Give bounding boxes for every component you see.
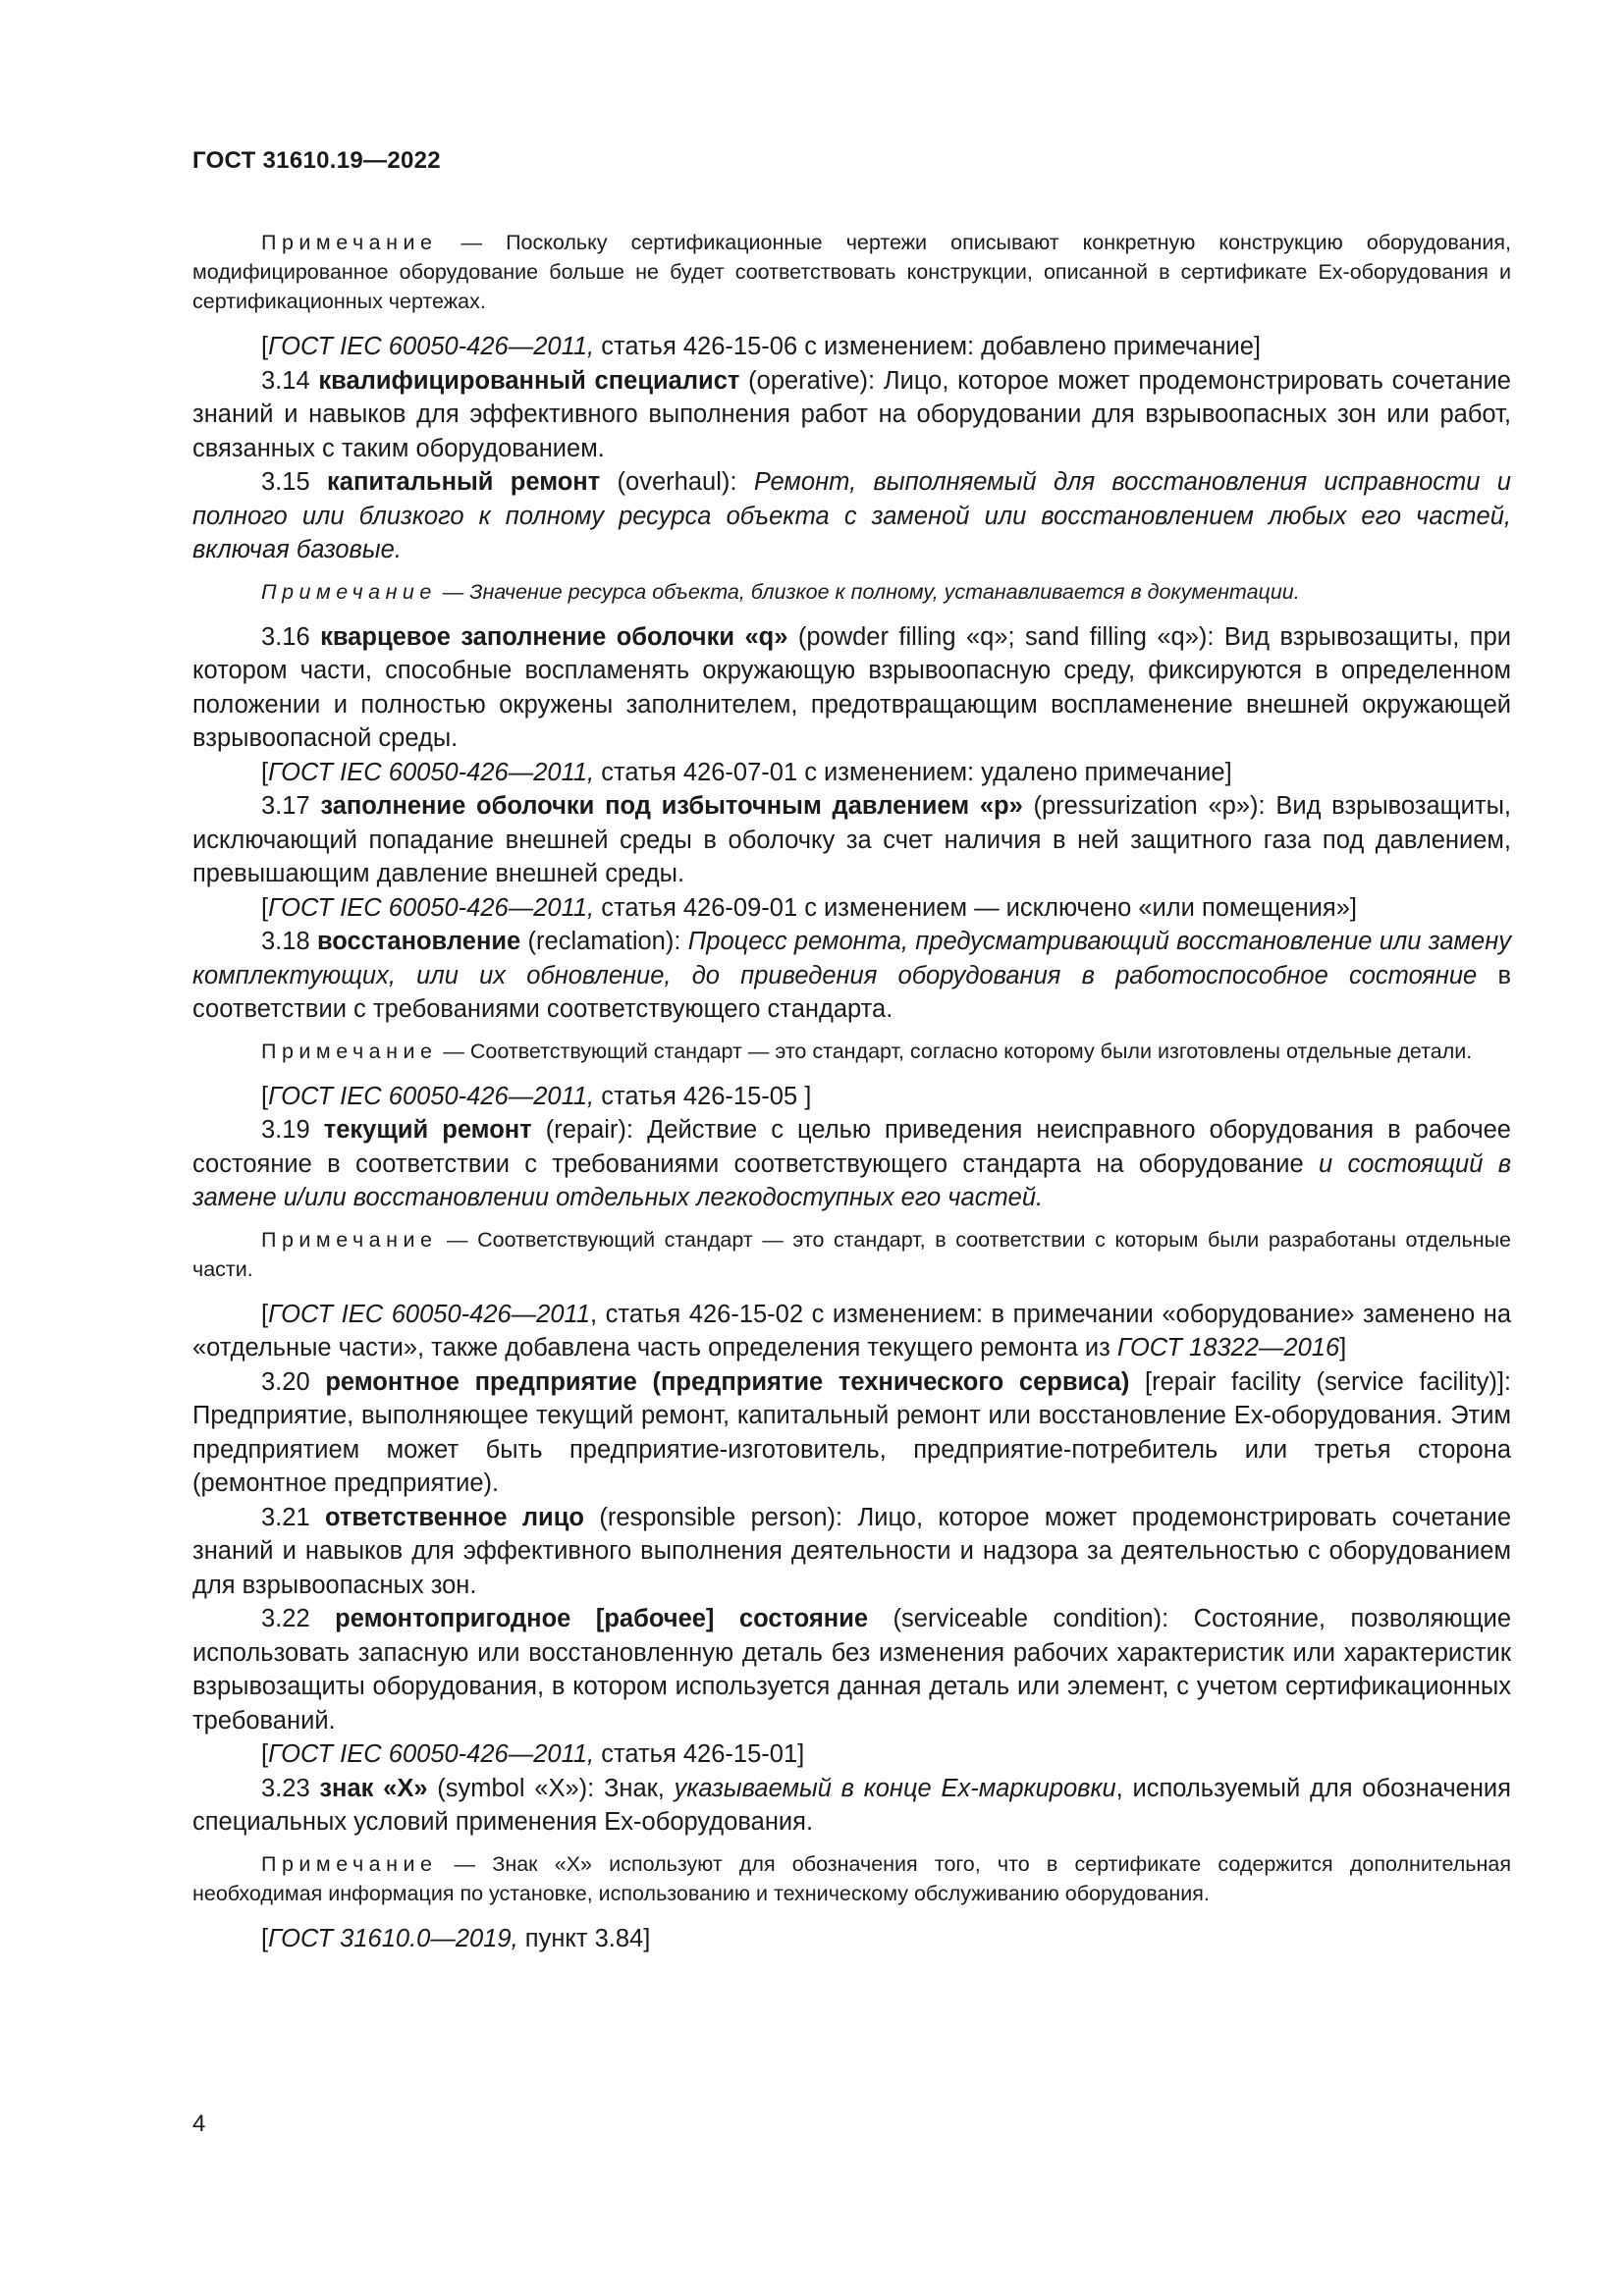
term-english: (symbol «X»): Знак, <box>427 1774 675 1802</box>
reference <box>192 756 1511 790</box>
note-label: Примечание <box>261 1039 438 1063</box>
term-number: 3.15 <box>261 468 327 496</box>
term-3-20 <box>192 1365 1511 1501</box>
term-definition-italic: указываемый в конце Ex-маркировки <box>674 1774 1116 1802</box>
bracket: [ <box>261 1300 269 1328</box>
term-definition-tail: , используемый для обозначения специальных условий применения Ex-оборудования. <box>192 1774 1511 1836</box>
reference <box>192 1080 1511 1114</box>
term-name: ремонтопригодное [рабочее] состояние <box>335 1605 869 1632</box>
term-definition-tail: в соответствии с требованиями соответствующего стандарта. <box>192 961 1512 1023</box>
term-name: восстановление <box>316 928 521 955</box>
term-number: 3.21 <box>261 1503 325 1531</box>
bracket: [ <box>261 1082 269 1110</box>
note-text: — Соответствующий стандарт — это стандарт, согласно которому были изготовлены отдельные детали. <box>437 1039 1473 1063</box>
term-definition: [repair facility (service facility)]: Предприятие, выполняющее текущий ремонт, капитальный ремонт или восстановление Ex-оборудования. Этим предприятием может быть предприятие-изготовитель, предприятие-потребитель или третья сторона (ремонтное предприятие). <box>192 1367 1511 1497</box>
reference-text: , статья 426-15-02 с изменением: в примечании «оборудование» заменено на «отдельные части», также добавлена часть определения текущего ремонта из <box>192 1300 1512 1362</box>
bracket: [ <box>261 1740 269 1768</box>
term-name: кварцевое заполнение оболочки «q» <box>320 622 788 651</box>
reference <box>192 330 1511 364</box>
term-number: 3.23 <box>261 1774 320 1802</box>
reference <box>192 891 1511 926</box>
term-name: капитальный ремонт <box>327 468 601 496</box>
reference-text: статья 426-15-05 ] <box>594 1082 812 1110</box>
term-number: 3.19 <box>261 1116 324 1144</box>
bracket: ] <box>1339 1334 1347 1362</box>
bracket: [ <box>261 758 269 786</box>
term-definition-italic: и состоящий в замене и/или восстановлении отдельных легкодоступных его частей. <box>192 1149 1512 1211</box>
page-number: 4 <box>192 2110 206 2137</box>
note-label: Примечание <box>261 579 437 604</box>
bracket: [ <box>261 1924 269 1952</box>
term-name: квалифицированный специалист <box>318 366 740 395</box>
term-definition: Процесс ремонта, предусматривающий восстановление или замену комплектующих, или их обновление, до приведения оборудования в работоспособное состояние <box>192 928 1511 989</box>
note-label: Примечание <box>261 231 438 254</box>
term-name: ответственное лицо <box>324 1503 584 1531</box>
note-text: — Знак «X» используют для обозначения того, что в сертификате содержится дополнительная необходимая информация по установке, использованию и техническому обслуживанию оборудования. <box>192 1851 1511 1905</box>
term-3-19 <box>192 1113 1511 1215</box>
reference-source: ГОСТ IEC 60050-426—2011, <box>268 758 595 786</box>
term-english: (reclamation): <box>520 928 688 955</box>
term-3-23 <box>192 1772 1511 1840</box>
reference-source: ГОСТ IEC 60050-426—2011, <box>268 1082 595 1110</box>
reference-source: ГОСТ IEC 60050-426—2011, <box>268 1740 595 1768</box>
term-number: 3.18 <box>261 928 317 955</box>
term-number: 3.14 <box>261 366 319 395</box>
term-name: текущий ремонт <box>323 1116 532 1144</box>
reference <box>192 1298 1511 1365</box>
note-label: Примечание <box>261 1227 438 1252</box>
note-text: — Поскольку сертификационные чертежи описывают конкретную конструкцию оборудования, модифицированное оборудование больше не будет соответствовать конструкции, описанной в сертификате Ex-оборудования и сертификационных чертежах. <box>192 231 1511 313</box>
reference-source: ГОСТ IEC 60050-426—2011, <box>268 893 595 922</box>
reference <box>192 1922 1511 1956</box>
bracket: [ <box>261 893 269 922</box>
term-definition: : Лицо, которое может продемонстрировать сочетание знаний и навыков для эффективного выполнения работ на оборудовании для взрывоопасных зон или работ, связанных с таким оборудованием. <box>192 366 1511 462</box>
term-3-22 <box>192 1602 1511 1737</box>
term-definition: (powder filling «q»; sand filling «q»): Вид взрывозащиты, при котором части, способные воспламенять окружающую взрывоопасную среду, фиксируются в определенном положении и полностью окружены заполнителем, предотвращающим воспламенение внешней окружающей взрывоопасной среды. <box>192 622 1511 752</box>
term-3-21 <box>192 1501 1511 1603</box>
reference-text: статья 426-09-01 с изменением — исключено «или помещения»] <box>594 893 1357 922</box>
term-definition: (pressurization «p»): Вид взрывозащиты, исключающий попадание внешней среды в оболочку за счет наличия в ней защитного газа под давлением, превышающим давление внешней среды. <box>192 792 1511 887</box>
page-header: ГОСТ 31610.19—2022 <box>192 147 441 174</box>
note <box>192 1849 1511 1908</box>
reference-source: ГОСТ IEC 60050-426—2011, <box>268 333 595 360</box>
term-definition: (repair): Действие с целью приведения неисправного оборудования в рабочее состояние в соответствии с требованиями соответствующего стандарта на оборудование <box>192 1116 1511 1178</box>
term-number: 3.20 <box>261 1367 326 1396</box>
reference <box>192 1737 1511 1772</box>
term-number: 3.22 <box>261 1605 336 1632</box>
note-label: Примечание <box>261 1851 438 1876</box>
term-english: (overhaul): <box>600 468 754 496</box>
reference-text: пункт 3.84] <box>517 1924 651 1952</box>
reference-source: ГОСТ 31610.0—2019, <box>268 1924 518 1952</box>
reference-text: статья 426-15-06 с изменением: добавлено примечание] <box>594 333 1261 360</box>
note <box>192 1225 1511 1284</box>
term-3-16 <box>192 620 1511 756</box>
term-definition: (serviceable condition): Состояние, позволяющие использовать запасную или восстановленную деталь без изменения рабочих характеристик или характеристик взрывозащиты оборудования, в котором используется данная деталь или элемент, с учетом сертификационных требований. <box>192 1605 1511 1735</box>
term-number: 3.16 <box>261 622 321 651</box>
document-body <box>192 218 1511 1955</box>
term-3-18 <box>192 925 1511 1027</box>
term-name: знак «X» <box>319 1774 428 1802</box>
reference-source: ГОСТ 18322—2016 <box>1116 1334 1340 1362</box>
note <box>192 228 1511 316</box>
term-definition: (responsible person): Лицо, которое может продемонстрировать сочетание знаний и навыков для эффективного выполнения деятельности и надзора за деятельностью с оборудованием для взрывоопасных зон. <box>192 1503 1511 1599</box>
term-name: ремонтное предприятие (предприятие технического сервиса) <box>325 1367 1130 1396</box>
note-text: — Соответствующий стандарт — это стандарт, в соответствии с которым были разработаны отдельные части. <box>192 1227 1511 1281</box>
term-3-17 <box>192 789 1511 891</box>
term-number: 3.17 <box>261 792 321 820</box>
term-definition: Ремонт, выполняемый для восстановления исправности и полного или близкого к полному ресурса объекта с заменой или восстановлением любых его частей, включая базовые. <box>192 468 1511 563</box>
term-3-15 <box>192 465 1511 567</box>
bracket: [ <box>261 333 269 360</box>
reference-text: статья 426-15-01] <box>594 1740 805 1768</box>
term-3-14 <box>192 364 1511 466</box>
reference-source: ГОСТ IEC 60050-426—2011 <box>268 1300 591 1328</box>
term-name: заполнение оболочки под избыточным давлением «р» <box>320 792 1023 820</box>
note <box>192 1037 1511 1066</box>
note <box>192 577 1511 607</box>
note-text: — Значение ресурса объекта, близкое к полному, устанавливается в документации. <box>436 579 1300 604</box>
reference-text: статья 426-07-01 с изменением: удалено примечание] <box>594 758 1232 786</box>
term-english: (operative) <box>739 366 869 395</box>
